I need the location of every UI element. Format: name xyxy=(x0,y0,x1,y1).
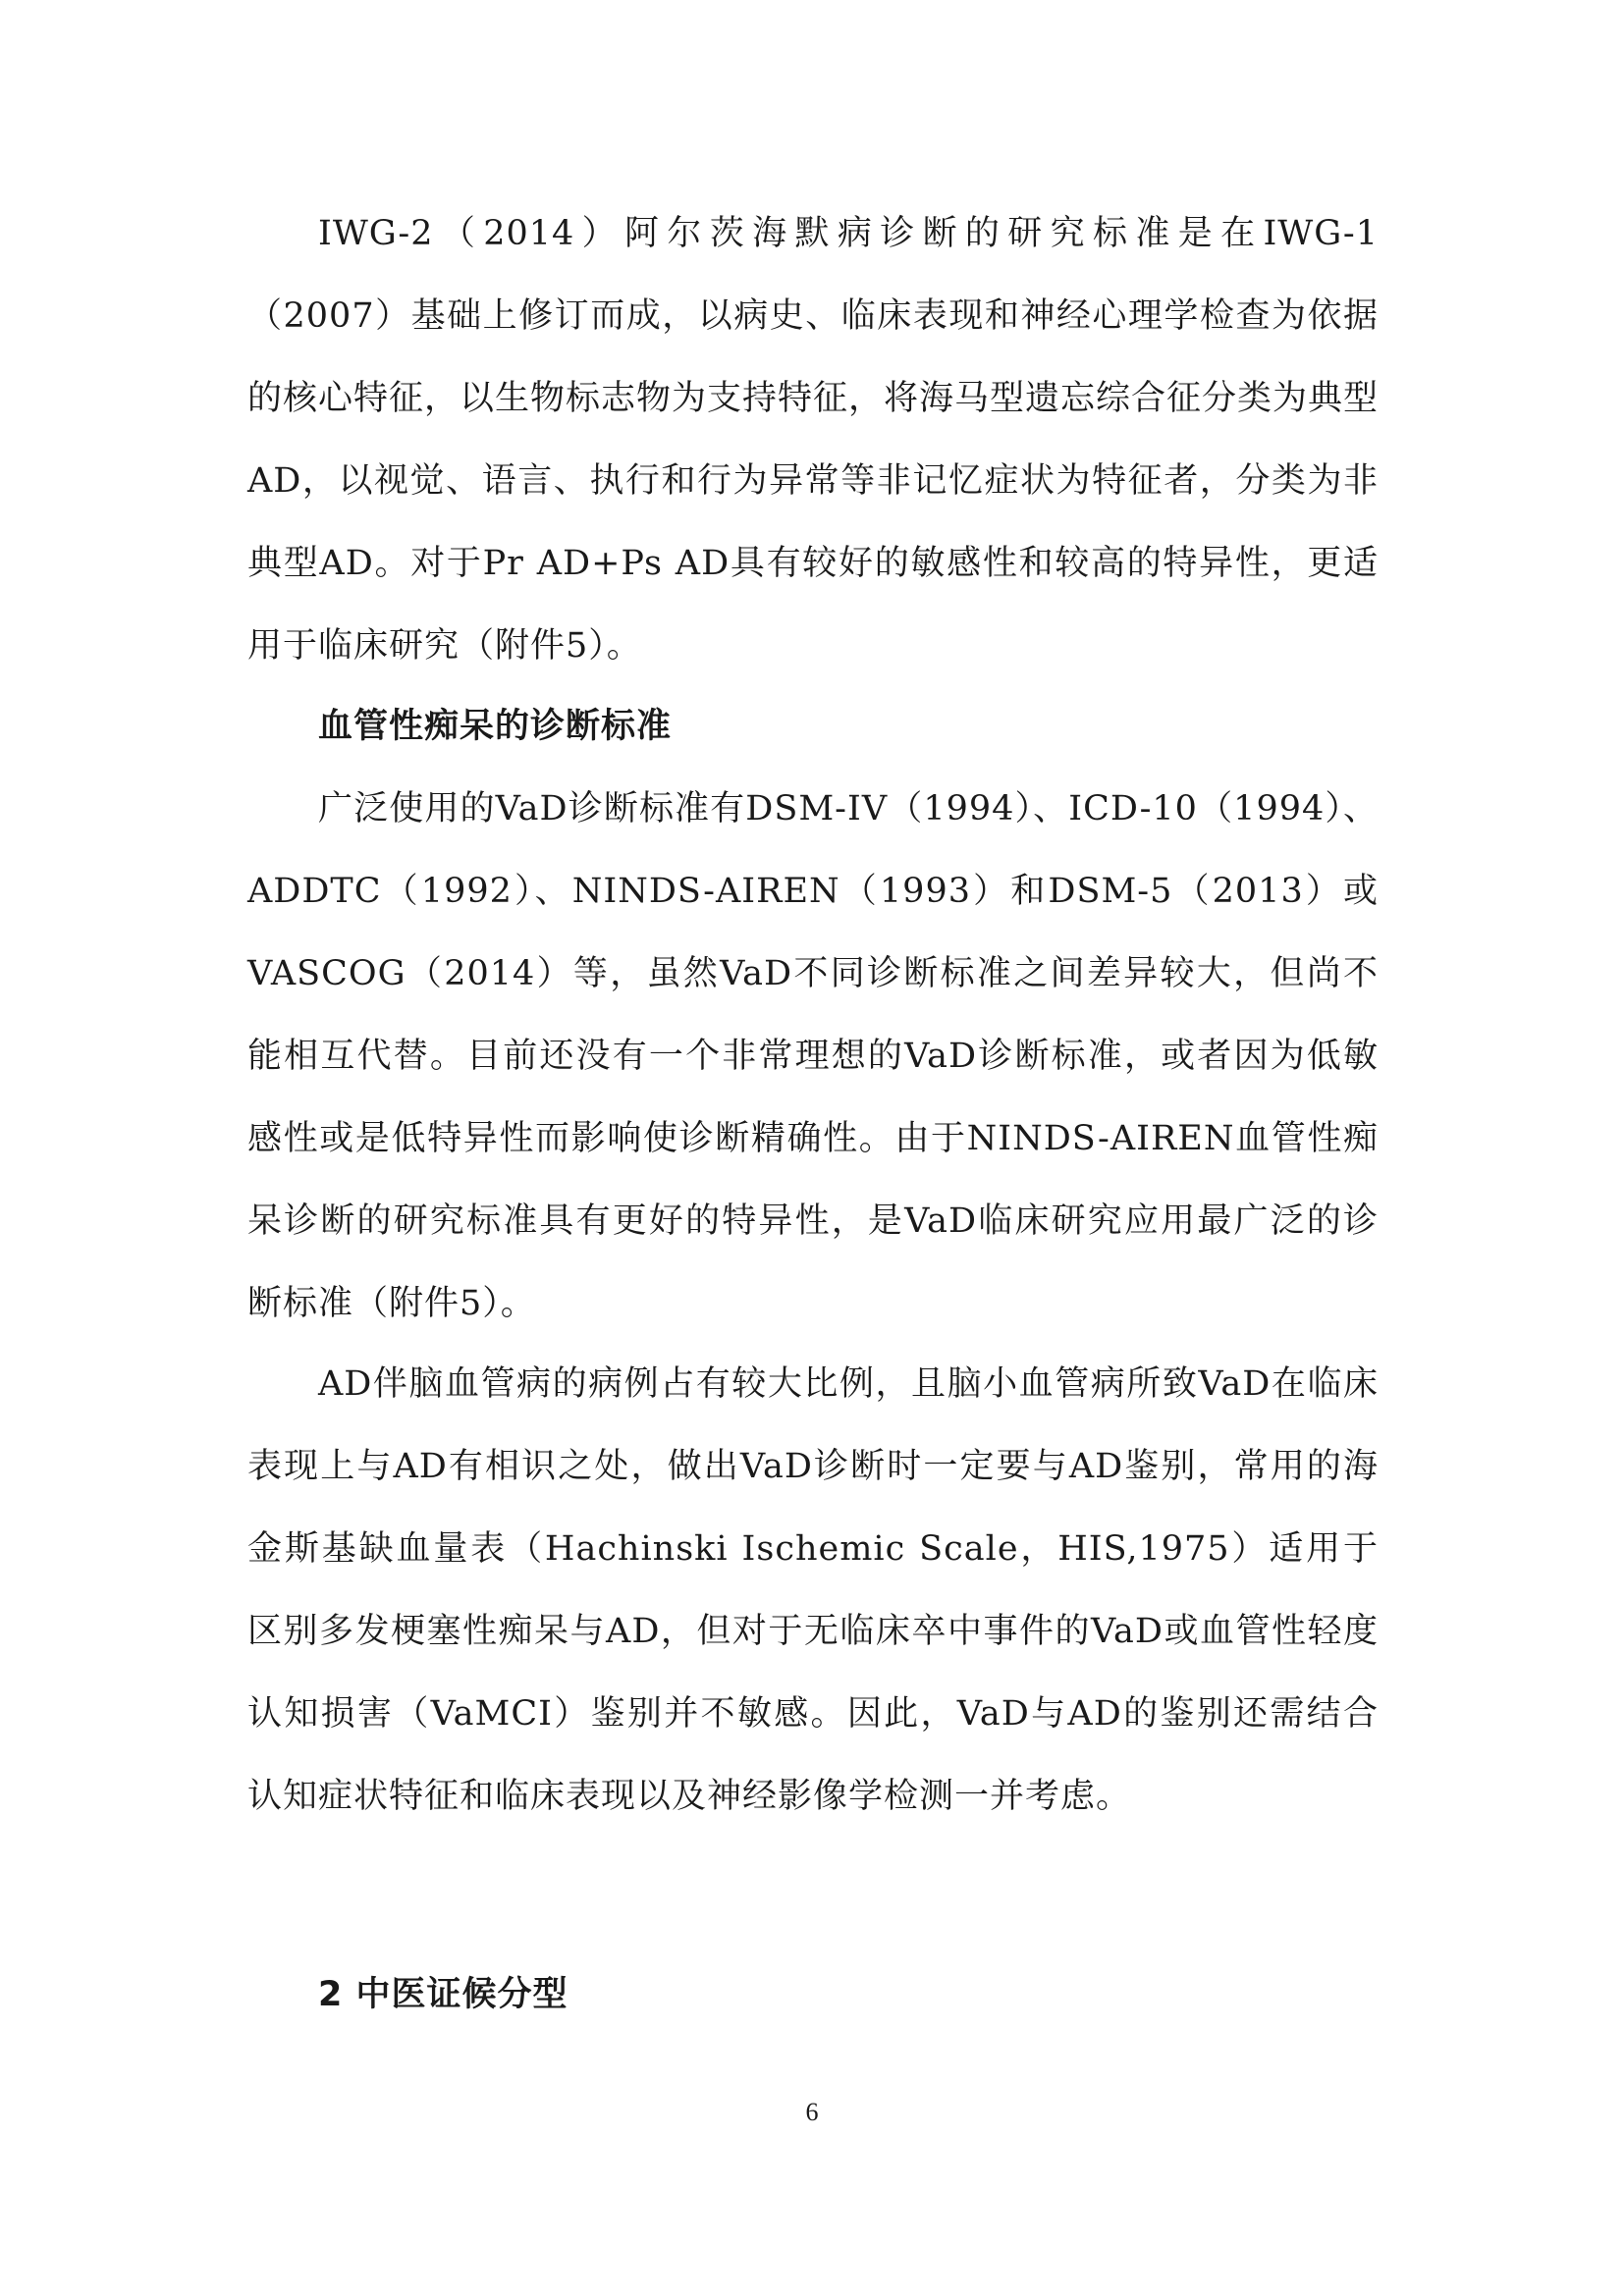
section-heading-tcm-syndrome: 2 中医证候分型 xyxy=(318,1975,568,2014)
paragraph-vad-criteria: 广泛使用的VaD诊断标准有DSM-IV（1994）、ICD-10（1994）、ADDTC（1992）、NINDS-AIREN（1993）和DSM-5（2013）或VASCOG（2014）等，虽然VaD不同诊断标准之间差异较大，但尚不能相互代替。目前还没有一个非常理想的VaD诊断标准，或者因为低敏感性或是低特异性而影响使诊断精确性。由于NINDS-AIREN血管性痴呆诊断的研究标准具有更好的特异性，是VaD临床研究应用最广泛的诊断标准（附件5）。 xyxy=(247,789,1379,1323)
section-heading-vad-criteria: 血管性痴呆的诊断标准 xyxy=(318,707,673,746)
paragraph-iwg2-criteria: IWG-2（2014）阿尔茨海默病诊断的研究标准是在IWG-1（2007）基础上修订而成，以病史、临床表现和神经心理学检查为依据的核心特征，以生物标志物为支持特征，将海马型遗忘综合征分类为典型AD，以视觉、语言、执行和行为异常等非记忆症状为特征者，分类为非典型AD。对于Pr AD+Ps AD具有较好的敏感性和较高的特异性，更适用于临床研究（附件5）。 xyxy=(247,214,1380,666)
page-number: 6 xyxy=(805,2098,819,2126)
paragraph-ad-cerebrovascular: AD伴脑血管病的病例占有较大比例，且脑小血管病所致VaD在临床表现上与AD有相识之处，做出VaD诊断时一定要与AD鉴别，常用的海金斯基缺血量表（Hachinski Ischemic Scale，HIS,1975）适用于区别多发梗塞性痴呆与AD，但对于无临床卒中事件的VaD或血管性轻度认知损害（VaMCI）鉴别并不敏感。因此，VaD与AD的鉴别还需结合认知症状特征和临床表现以及神经影像学检测一并考虑。 xyxy=(247,1364,1379,1816)
